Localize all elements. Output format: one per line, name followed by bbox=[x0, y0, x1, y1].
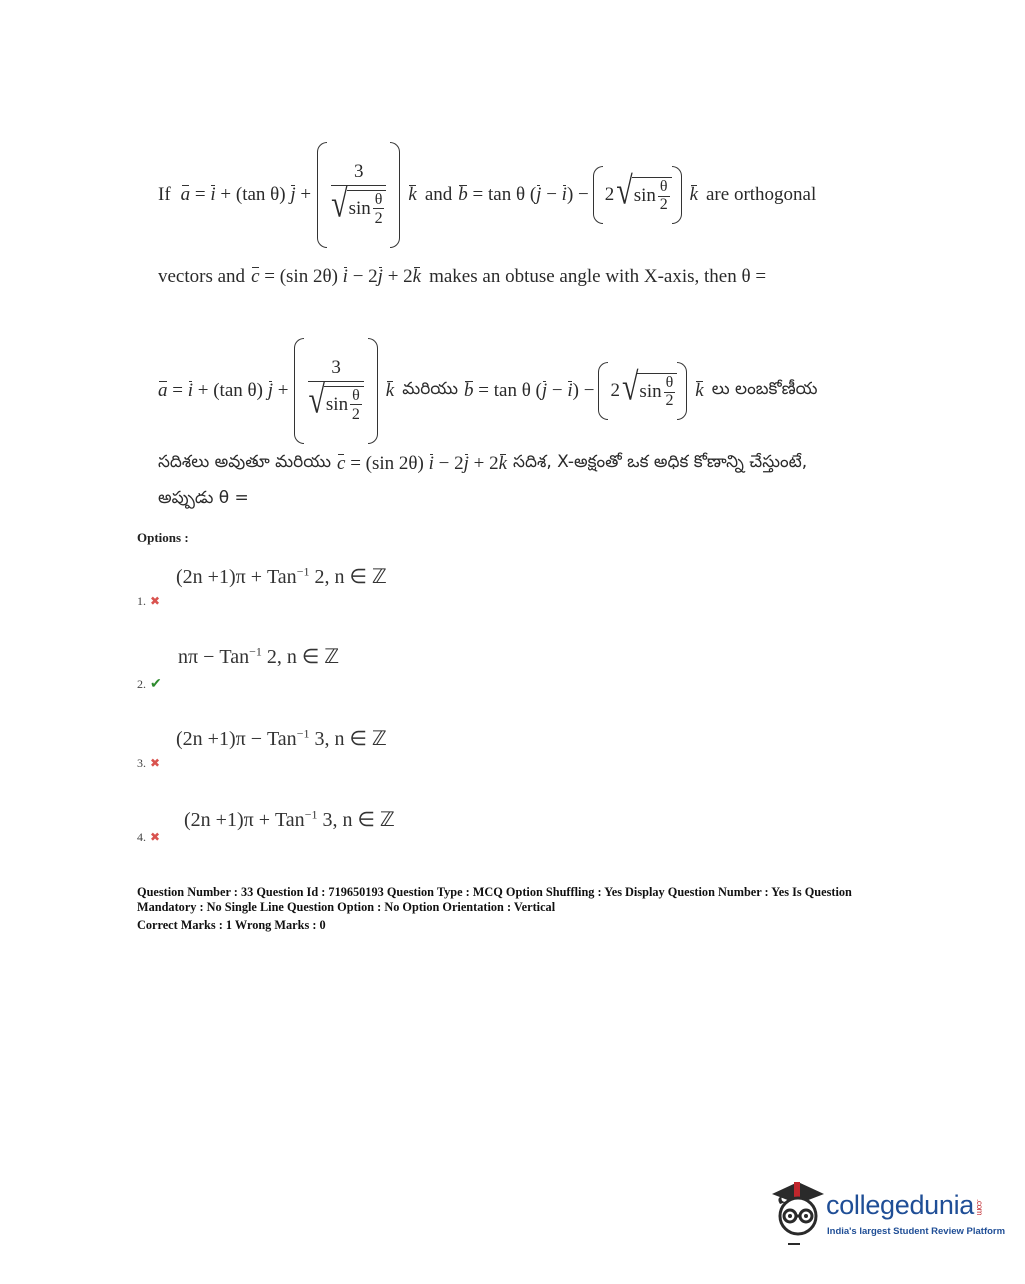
question-te-line2: సదిశలు అవుతూ మరియు c = (sin 2θ) i − 2j + 2k సదిశ, X-అక్షంతో ఒక అధిక కోణాన్ని చేస్తుంటే, bbox=[158, 452, 808, 474]
brand-tagline: India's largest Student Review Platform bbox=[827, 1226, 1006, 1237]
option-4-expression[interactable]: (2n +1)π + Tan$^{-1}$ 3, n ∈ ℤ bbox=[184, 807, 395, 831]
option-2-label: 2. ✔ bbox=[137, 677, 162, 692]
brand-name: collegedunia.com bbox=[826, 1190, 985, 1220]
if-word: If bbox=[158, 184, 171, 205]
checkmark-icon: ✔ bbox=[150, 677, 162, 692]
sqrt-group-b-te: 2 √ sin $\frac{\theta}{2}$ bbox=[598, 362, 687, 420]
brand-domain-suffix: .com bbox=[975, 1198, 985, 1215]
wrong-icon: ✖ bbox=[150, 594, 161, 608]
question-en-line1: If a = i + (tan θ) j + 3 √ sin $\frac{\theta}{2}$ k and b = tan θ (j − i) − 2 √ sin $\frac{\theta}{2}$ k are orthogonal bbox=[158, 140, 816, 250]
option-2-expression[interactable]: nπ − Tan$^{-1}$ 2, n ∈ ℤ bbox=[178, 644, 340, 668]
sqrt-group-b: 2 √ sin $\frac{\theta}{2}$ bbox=[593, 166, 682, 224]
fraction-group-a: 3 √ sin $\frac{\theta}{2}$ bbox=[317, 142, 400, 248]
and-word: and bbox=[424, 184, 453, 205]
option-1-expression[interactable]: (2n +1)π + Tan$^{-1}$ 2, n ∈ ℤ bbox=[176, 564, 387, 588]
question-meta-line1: Question Number : 33 Question Id : 719650193 Question Type : MCQ Option Shuffling : Yes Display Question Number : Yes Is Question bbox=[137, 885, 852, 899]
fraction-group-a-te: 3 √ sin $\frac{\theta}{2}$ bbox=[294, 338, 377, 444]
option-1-label: 1. ✖ bbox=[137, 594, 161, 608]
collegedunia-logo-icon bbox=[766, 1178, 830, 1248]
options-heading: Options : bbox=[137, 530, 189, 545]
option-4-label: 4. ✖ bbox=[137, 830, 161, 844]
question-te-line3: అప్పుడు θ = bbox=[158, 488, 249, 508]
question-meta-line3: Correct Marks : 1 Wrong Marks : 0 bbox=[137, 918, 326, 932]
option-3-expression[interactable]: (2n +1)π − Tan$^{-1}$ 3, n ∈ ℤ bbox=[176, 726, 387, 750]
question-meta-line2: Mandatory : No Single Line Question Option : No Option Orientation : Vertical bbox=[137, 900, 556, 914]
wrong-icon: ✖ bbox=[150, 756, 161, 770]
are-orthogonal: are orthogonal bbox=[706, 184, 817, 205]
question-en-line2: vectors and c = (sin 2θ) i − 2j + 2k makes an obtuse angle with X-axis, then θ = bbox=[158, 266, 767, 287]
option-3-label: 3. ✖ bbox=[137, 756, 161, 770]
question-te-line1: a = i + (tan θ) j + 3 √ sin $\frac{\theta}{2}$ k మరియు b = tan θ (j − i) − 2 √ sin $\frac{\theta}{2}$ k లు లంబకోణీయ bbox=[158, 336, 818, 446]
wrong-icon: ✖ bbox=[150, 830, 161, 844]
